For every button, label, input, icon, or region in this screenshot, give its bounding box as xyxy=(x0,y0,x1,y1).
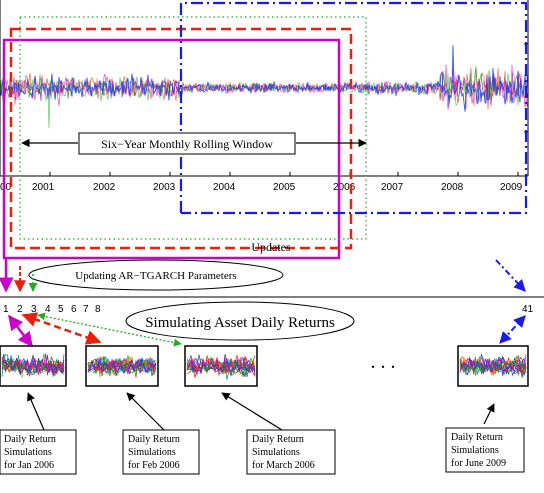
caption-line: Simulations xyxy=(128,447,176,458)
ellipsis: . . . xyxy=(370,351,396,373)
updating-params-label: Updating AR−TGARCH Parameters xyxy=(75,270,237,282)
x-axis-ticks xyxy=(0,172,518,176)
caption-box-feb xyxy=(123,430,199,474)
caption-pointer-march xyxy=(222,393,282,430)
month-number: 4 xyxy=(45,304,51,315)
caption-line: Simulations xyxy=(451,445,499,456)
month-number: 8 xyxy=(95,304,101,315)
month-number: 1 xyxy=(3,304,9,315)
year-label: 2006 xyxy=(333,182,356,193)
caption-pointer-june-2009 xyxy=(484,404,494,424)
month-number: 7 xyxy=(83,304,89,315)
month-number: 2 xyxy=(17,304,23,315)
year-label: 2008 xyxy=(441,182,464,193)
sim-arrow-june-2009 xyxy=(500,316,525,343)
caption-line: Daily Return xyxy=(451,432,503,443)
caption-line: for Feb 2006 xyxy=(128,460,180,471)
updates-label: Updates xyxy=(251,240,291,254)
caption-line: Daily Return xyxy=(252,434,304,445)
caption-line: for June 2009 xyxy=(451,458,506,469)
sim-arrow-jan xyxy=(9,316,32,346)
return-series-line xyxy=(0,45,528,112)
caption-line: Simulations xyxy=(4,447,52,458)
year-label: 2001 xyxy=(32,182,55,193)
update-arrow-june-2009 xyxy=(496,260,525,291)
return-series-lines xyxy=(0,45,528,128)
caption-box-march xyxy=(247,430,335,474)
month-number: 5 xyxy=(58,304,64,315)
caption-line: for March 2006 xyxy=(252,460,315,471)
caption-line: Daily Return xyxy=(4,434,56,445)
caption-box-jan xyxy=(0,430,76,474)
rolling-window-label: Six−Year Monthly Rolling Window xyxy=(101,137,273,151)
caption-line: Daily Return xyxy=(128,434,180,445)
year-label: 2009 xyxy=(500,182,523,193)
month-number: 3 xyxy=(31,304,37,315)
simulation-thumbnail xyxy=(458,346,528,386)
month-number-last: 41 xyxy=(522,304,534,315)
simulation-thumbnail xyxy=(0,346,66,386)
month-number: 6 xyxy=(71,304,77,315)
window-march-2006 xyxy=(20,17,366,239)
caption-pointer-jan xyxy=(28,393,44,430)
simulation-thumbnail xyxy=(185,346,257,386)
sim-arrow-feb xyxy=(23,315,100,342)
caption-pointer-feb xyxy=(127,393,164,430)
year-label: 2004 xyxy=(213,182,236,193)
caption-line: for Jan 2006 xyxy=(4,460,54,471)
simulating-label: Simulating Asset Daily Returns xyxy=(145,315,335,331)
caption-box-june-2009 xyxy=(446,428,524,472)
caption-line: Simulations xyxy=(252,447,300,458)
year-label: 2002 xyxy=(93,182,116,193)
year-label: 2005 xyxy=(273,182,296,193)
year-label: 2007 xyxy=(381,182,404,193)
year-label: 2003 xyxy=(153,182,176,193)
year-label: 00 xyxy=(0,182,12,193)
simulation-thumbnail xyxy=(86,346,158,386)
